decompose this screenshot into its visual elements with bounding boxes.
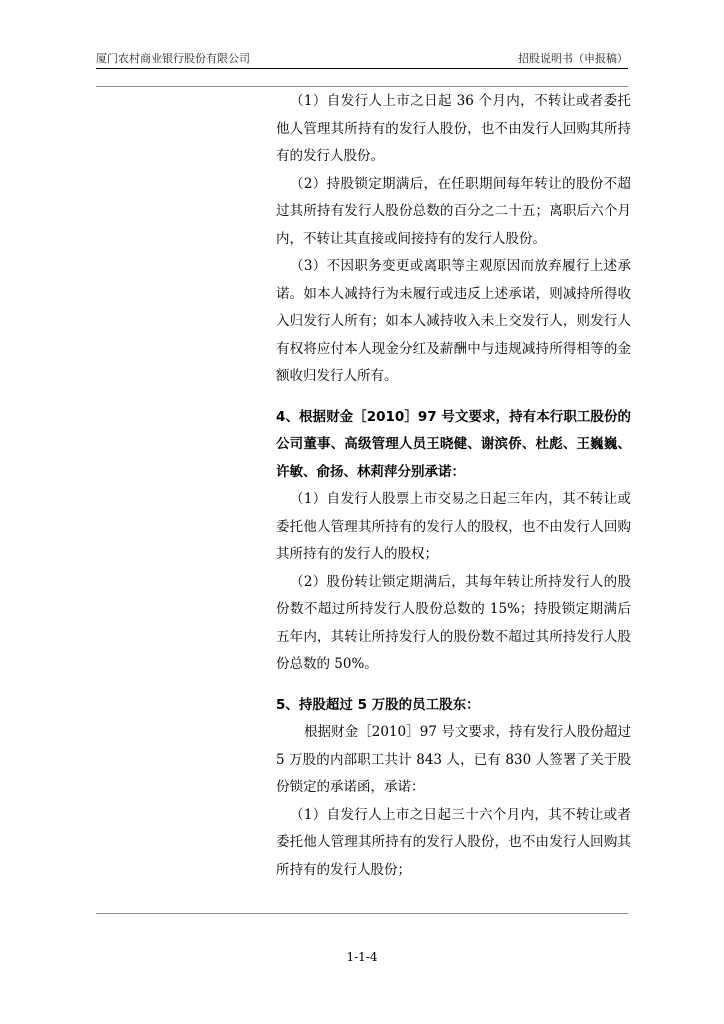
paragraph-4-1: （1）自发行人股票上市交易之日起三年内，其不转让或委托他人管理其所持有的发行人的股权，也不由发行人回购其所持有的发行人的股权； xyxy=(276,491,631,562)
paragraph-1: （1）自发行人上市之日起 36 个月内，不转让或者委托他人管理其所持有的发行人股份，也不由发行人回购其所持有的发行人股份。 xyxy=(276,93,631,164)
page-number: 1-1-4 xyxy=(346,950,378,964)
page-header xyxy=(96,48,628,66)
paragraph-2: （2）持股锁定期满后，在任职期间每年转让的股份不超过其所持有发行人股份总数的百分之二十五；离职后六个月内，不转让其直接或间接持有的发行人股份。 xyxy=(276,175,631,247)
header-company: 厦门农村商业银行股份有限公司 xyxy=(96,52,250,65)
table-top-rule xyxy=(96,86,628,87)
section-heading-4: 4、根据财金［2010］97 号文要求，持有本行职工股份的公司董事、高级管理人员王晓健、谢滨侨、杜彪、王巍巍、许敏、俞扬、林莉萍分别承诺： xyxy=(276,408,631,480)
header-doc-title: 招股说明书（申报稿） xyxy=(518,52,628,65)
header-rule xyxy=(96,68,628,69)
paragraph-4-2: （2）股份转让锁定期满后，其每年转让所持发行人的股份数不超过所持发行人股份总数的 15%；持股锁定期满后五年内，其转让所持发行人的股份数不超过其所持发行人股份总数的 50%。 xyxy=(276,573,631,672)
table-bottom-rule xyxy=(96,913,628,914)
paragraph-3: （3）不因职务变更或离职等主观原因而放弃履行上述承诺。如本人减持行为未履行或违反上述承诺，则减持所得收入归发行人所有；如本人减持收入未上交发行人，则发行人有权将应付本人现金分红及薪酬中与违规减持所得相等的金额收归发行人所有。 xyxy=(276,258,631,384)
paragraph-5-intro: 根据财金［2010］97 号文要求，持有发行人股份超过 5 万股的内部职工共计 843 人，已有 830 人签署了关于股份锁定的承诺函，承诺： xyxy=(276,724,631,795)
section-heading-5: 5、持股超过 5 万股的员工股东： xyxy=(276,696,480,713)
document-body xyxy=(276,88,631,884)
paragraph-5-1: （1）自发行人上市之日起三十六个月内，其不转让或者委托他人管理其所持有的发行人股份，也不由发行人回购其所持有的发行人股份； xyxy=(276,806,631,878)
